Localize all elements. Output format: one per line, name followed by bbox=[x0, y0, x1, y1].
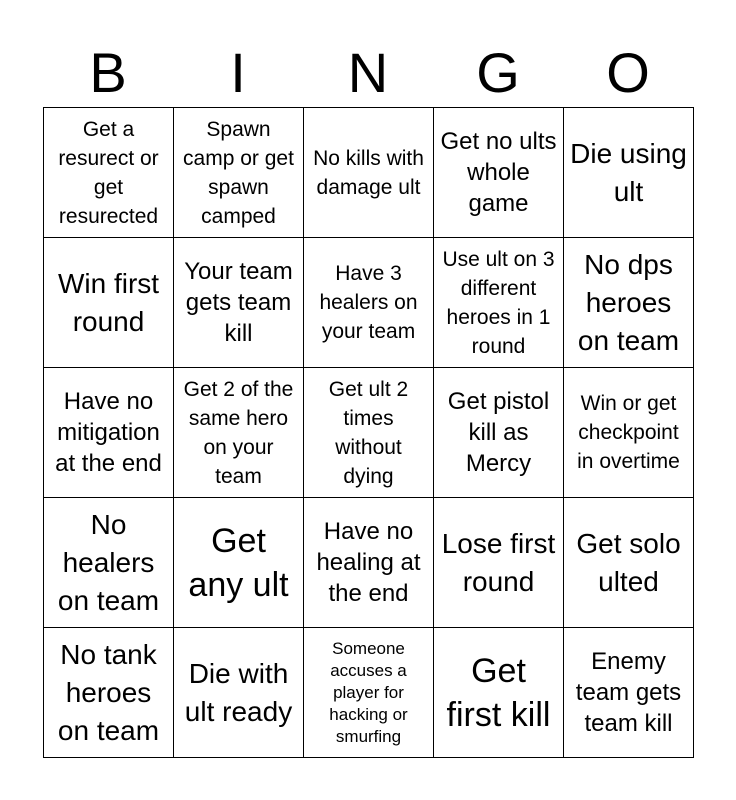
bingo-cell[interactable] bbox=[434, 108, 564, 238]
cell-text: Get no ults whole game bbox=[440, 128, 557, 217]
bingo-cell[interactable] bbox=[564, 498, 694, 628]
bingo-cell[interactable] bbox=[174, 628, 304, 758]
cell-text: Have no mitigation at the end bbox=[55, 388, 162, 477]
cell-text: Lose first round bbox=[441, 527, 556, 597]
cell-text: Have 3 healers on your team bbox=[319, 262, 418, 343]
header-letter-b: B bbox=[89, 41, 127, 104]
bingo-cell[interactable] bbox=[434, 628, 564, 758]
cell-text: Enemy team gets team kill bbox=[575, 648, 682, 737]
cell-text: Get pistol kill as Mercy bbox=[447, 388, 550, 477]
cell-text: No healers on team bbox=[57, 508, 160, 616]
header-letter-o: O bbox=[606, 41, 650, 104]
cell-text: Get 2 of the same hero on your team bbox=[183, 377, 294, 488]
bingo-cell[interactable] bbox=[174, 238, 304, 368]
cell-text: Win or get checkpoint in overtime bbox=[577, 392, 680, 473]
cell-text: Get ult 2 times without dying bbox=[328, 377, 409, 488]
bingo-cell[interactable] bbox=[174, 368, 304, 498]
bingo-cell[interactable] bbox=[304, 628, 434, 758]
bingo-cell[interactable] bbox=[174, 498, 304, 628]
header-letter-n: N bbox=[347, 41, 389, 104]
header-letter-i: I bbox=[230, 41, 246, 104]
cell-text: Someone accuses a player for hacking or smurfing bbox=[329, 638, 408, 746]
cell-text: Get first kill bbox=[446, 651, 551, 734]
bingo-cell[interactable] bbox=[174, 108, 304, 238]
cell-text: Get any ult bbox=[188, 521, 289, 604]
cell-text: Use ult on 3 different heroes in 1 round bbox=[442, 247, 555, 358]
bingo-cell[interactable] bbox=[564, 238, 694, 368]
bingo-cell[interactable] bbox=[304, 368, 434, 498]
bingo-cell[interactable] bbox=[564, 628, 694, 758]
header-letter-g: G bbox=[476, 41, 520, 104]
bingo-cell[interactable] bbox=[44, 368, 174, 498]
bingo-cell[interactable] bbox=[304, 498, 434, 628]
cell-text: Win first round bbox=[57, 267, 160, 337]
cell-text: No tank heroes on team bbox=[57, 638, 160, 746]
bingo-cell[interactable] bbox=[44, 628, 174, 758]
cell-text: Your team gets team kill bbox=[184, 258, 293, 347]
bingo-cell[interactable] bbox=[44, 238, 174, 368]
cell-text: Get solo ulted bbox=[576, 527, 681, 597]
bingo-cell[interactable] bbox=[564, 368, 694, 498]
cell-text: Spawn camp or get spawn camped bbox=[183, 117, 294, 228]
cell-text: No kills with damage ult bbox=[313, 146, 424, 199]
bingo-cell[interactable] bbox=[44, 108, 174, 238]
cell-text: Have no healing at the end bbox=[316, 518, 421, 607]
bingo-cell[interactable] bbox=[304, 238, 434, 368]
cell-text: No dps heroes on team bbox=[577, 248, 680, 356]
cell-text: Die using ult bbox=[570, 137, 687, 207]
bingo-cell[interactable] bbox=[434, 368, 564, 498]
bingo-header bbox=[43, 40, 693, 106]
bingo-cell[interactable] bbox=[434, 498, 564, 628]
cell-text: Die with ult ready bbox=[184, 657, 293, 727]
bingo-board bbox=[43, 107, 694, 758]
bingo-cell[interactable] bbox=[304, 108, 434, 238]
bingo-cell[interactable] bbox=[434, 238, 564, 368]
bingo-cell[interactable] bbox=[564, 108, 694, 238]
cell-text: Get a resurect or get resurected bbox=[58, 117, 159, 228]
bingo-cell[interactable] bbox=[44, 498, 174, 628]
